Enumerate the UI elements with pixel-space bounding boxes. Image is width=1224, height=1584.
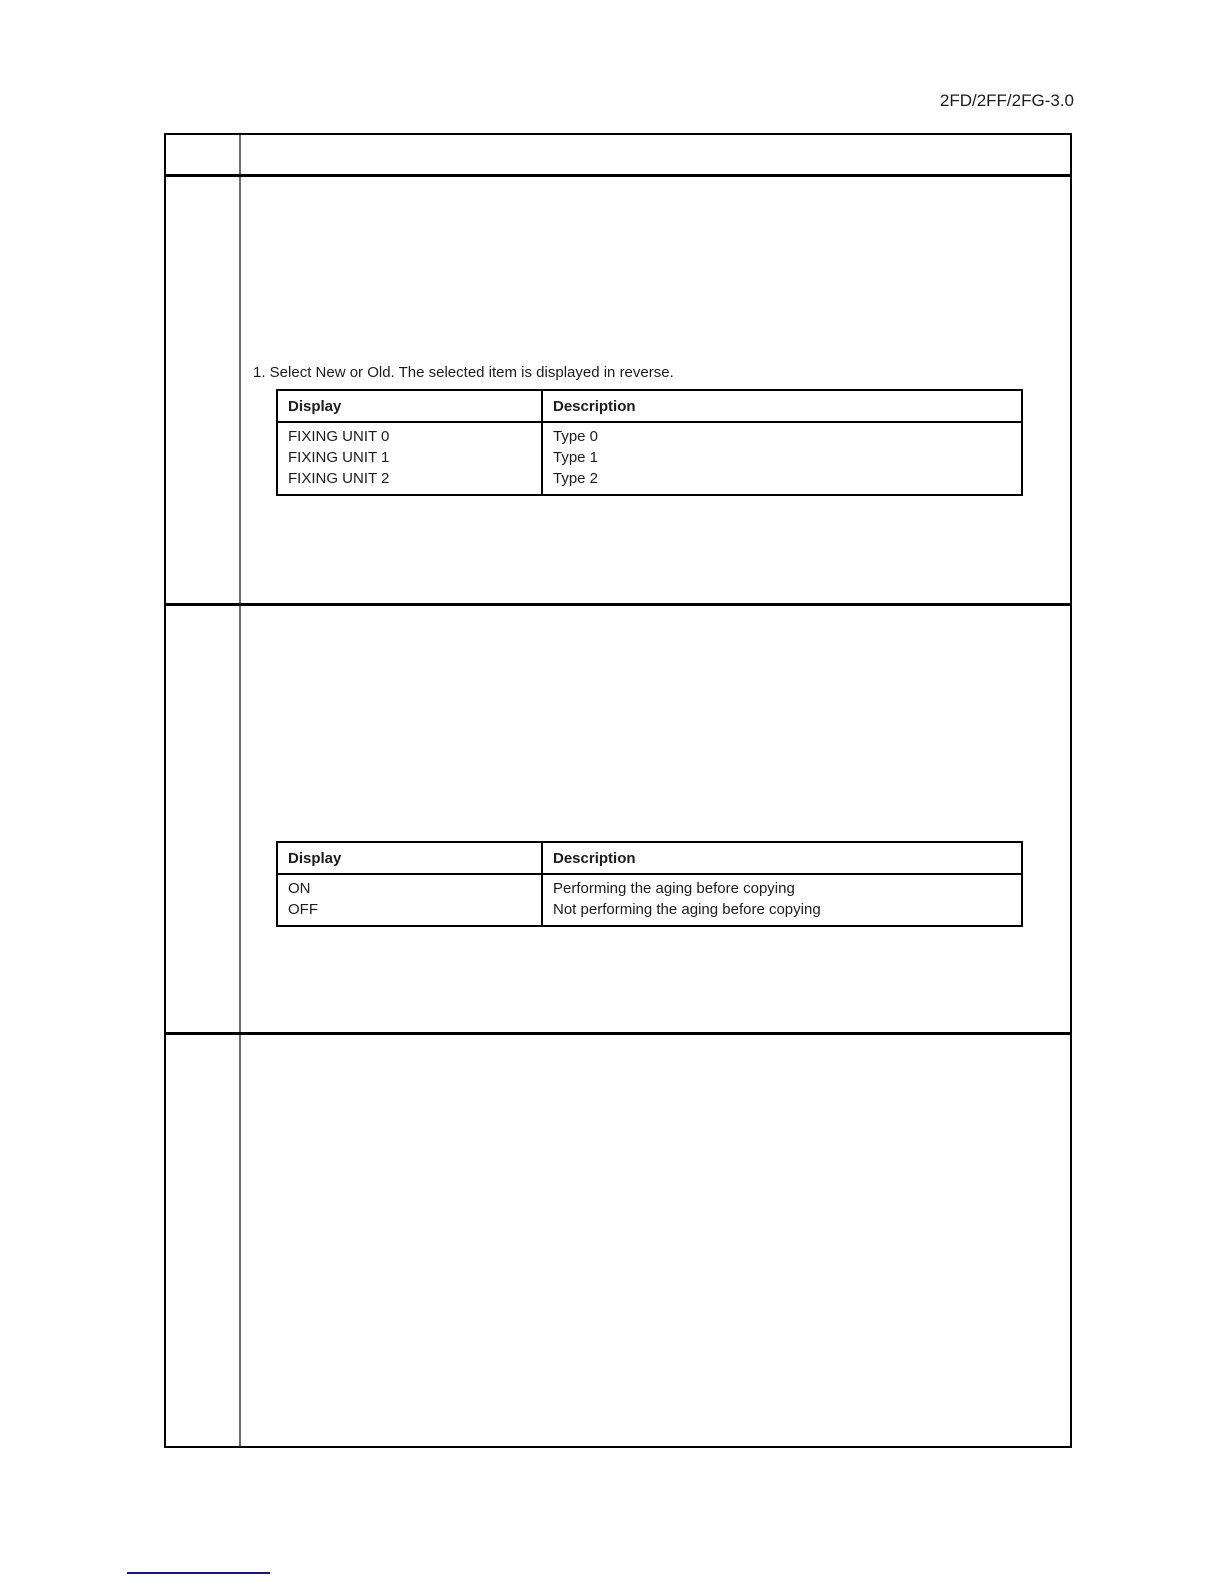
description-value: Type 2 — [553, 470, 599, 487]
display-cell — [278, 423, 543, 494]
footer-blue-line — [127, 1572, 270, 1574]
table-header-row — [278, 391, 1021, 423]
display-value: FIXING UNIT 0 — [288, 428, 390, 445]
outer-table-row-divider-3 — [166, 1032, 1070, 1035]
column-header-display: Display — [278, 391, 543, 421]
display-value: FIXING UNIT 1 — [288, 449, 390, 466]
outer-table-column-divider — [239, 135, 241, 1446]
aging-on-off-table — [276, 841, 1023, 927]
table-body-row — [278, 423, 1021, 494]
description-value: Not performing the aging before copying — [553, 901, 821, 918]
outer-table — [164, 133, 1072, 1448]
outer-table-row-divider-2 — [166, 603, 1070, 606]
description-value: Type 1 — [553, 449, 599, 466]
table-body-row — [278, 875, 1021, 925]
fixing-unit-table — [276, 389, 1023, 496]
column-header-display: Display — [278, 843, 543, 873]
column-header-description: Description — [553, 850, 636, 867]
description-cell — [543, 875, 1021, 925]
description-value: Performing the aging before copying — [553, 880, 795, 897]
page-header-version: 2FD/2FF/2FG-3.0 — [939, 91, 1074, 110]
display-cell — [278, 875, 543, 925]
display-value: FIXING UNIT 2 — [288, 470, 390, 487]
display-value: ON — [288, 880, 311, 897]
outer-table-row-divider-1 — [166, 174, 1070, 177]
description-cell — [543, 423, 1021, 494]
instruction-text: 1. Select New or Old. The selected item is displayed in reverse. — [253, 364, 674, 381]
table-header-row — [278, 843, 1021, 875]
column-header-description: Description — [553, 398, 636, 415]
display-value: OFF — [288, 901, 318, 918]
description-value: Type 0 — [553, 428, 599, 445]
